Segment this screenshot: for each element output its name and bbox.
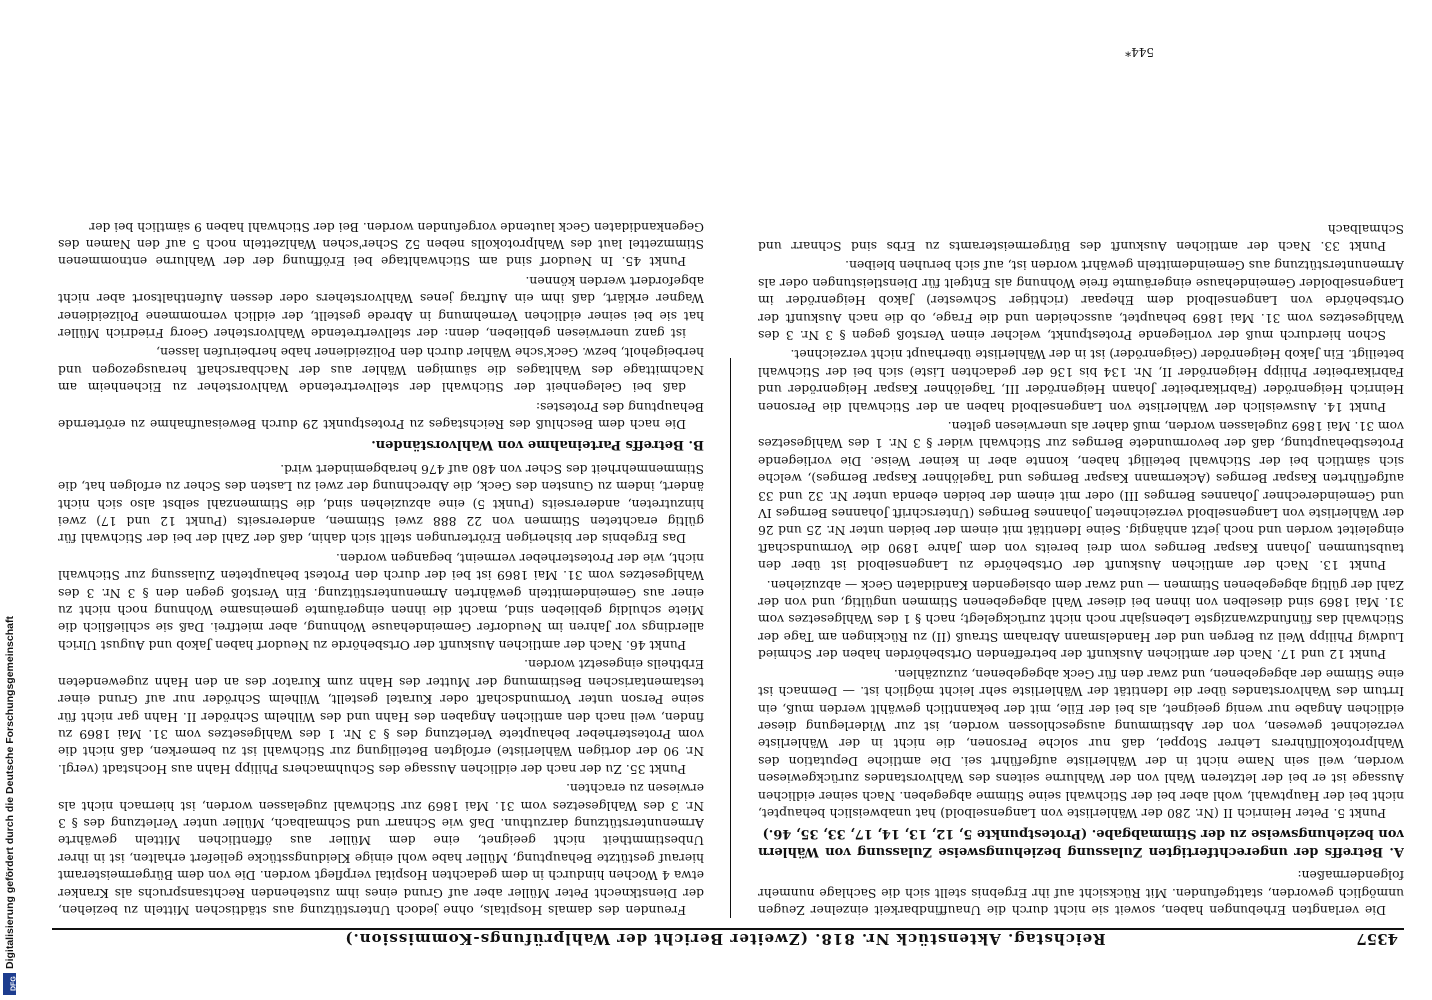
paragraph: Punkt 33. Nach der amtlichen Auskunft des Bürgermeisteramts zu Erbs sind Schnarr und Schmalbach <box>758 221 1404 253</box>
right-column <box>58 38 704 918</box>
paragraph: daß bei Gelegenheit der Stichwahl der stellvertretende Wahlvorsteher zu Eichenheim am Nachmittage des Wahltages die säumigen Wähler aus der Nachbarschaft herausgezogen und herbeigeholt, bezw. Geck'sche Wähler durch den Polizeidiener habe herbeirufen lassen, <box>58 345 704 395</box>
paragraph: Die nach dem Beschluß des Reichstages zu Protestpunkt 29 durch Beweisaufnahme zu erörternde Behauptung des Protestes: <box>58 399 704 432</box>
paragraph: Punkt 45. In Neudorf sind am Stichwahltage bei Eröffnung der der Wahlurne entnommenen Stimmzettel laut des Wahlprotokolls neben 52 Scher'schen Wahlzetteln noch 5 auf den Namen des Gegenkandidaten Geck lautende vorgefunden worden. Bei der Stichwahl haben 9 sämtlich bei der <box>58 219 704 269</box>
column-divider <box>730 358 731 918</box>
paragraph: Schon hierdurch muß der vorliegende Protestpunkt, welcher einen Verstoß gegen § 3 Nr. 3 des Wahlgesetzes vom 31. Mai 1869 behauptet, ausscheiden und die Frage, ob die nach Auskunft der Ortsbehörde von Langenselbold dem Ehepaar (richtiger Schwester) Jakob Heigenröder im Langenselbolder Gemeindehause eingeräumte freie Wohnung als Entgelt für Dienstleistungen oder als Armenunterstützung aus Gemeindemitteln gewährt worden ist, auf sich beruhen bleiben. <box>758 258 1404 342</box>
paragraph: Punkt 14. Ausweislich der Wählerliste von Langenselbold haben an der Stichwahl die Personen Heinrich Heigenröder (Fabrikarbeiter Johann Heigenröder III, Tagelöhner Kaspar Heigenröder und Fabrikarbeiter Philipp Heigenröder II, Nr. 134 bis 136 der gedachten Liste) sich bei der Stichwahl beteiligt. Ein Jakob Heigenröder (Geigenröder) ist in der Wählerliste überhaupt nicht verzeichnet. <box>758 347 1404 414</box>
paragraph: Punkt 46. Nach der amtlichen Auskunft der Ortsbehörde zu Neudorf haben Jakob und August Ulrich allerdings vor Jahren im Neudorfer Gemeindehause Wohnung, aber mietfrei. Daß sie schließlich die Miete schuldig geblieben sind, macht die ihnen eingeräumte gemeinsame Wohnung noch nicht zu einer aus Gemeindemitteln gewährten Armenunterstützung. Ein Verstoß gegen den § 3 Nr. 3 des Wahlgesetzes vom 31. Mai 1869 ist bei der durch den Protest behaupteten Zulassung zur Stichwahl nicht, wie der Protesterheber vermeint, begangen worden. <box>58 550 704 652</box>
paragraph: Punkt 13. Nach der amtlichen Auskunft der Ortsbehörde zu Langenselbold ist über den taubstummen Johann Kaspar Bernges vom drei bereits von dem Jahre 1890 die Vormundschaft eingeleitet worden und noch jetzt anhängig. Seine Identität mit einem der beiden unter Nr. 25 und 26 der Wählerliste von Langenselbold verzeichneten Johannes Bernges (Unterschrift Johannes Bernges IV und Gemeinderechner Johannes Bernges III) oder mit einem der beiden ebenda unter Nr. 32 und 33 aufgeführten Kaspar Bernges (Ackermann Kaspar Bernges und Tagelöhner Kaspar Bernges), welche sich sämtlich bei der Stichwahl beteiligt haben, konnte aber in keiner Weise. Die vorliegende Protestbehauptung, daß der bevormundete Bernges zur Stichwahl wider § 3 Nr. 1 des Wahlgesetzes vom 31. Mai 1869 zugelassen worden, muß daher als unerwiesen gelten. <box>758 419 1404 573</box>
section-heading: A. Betreffs der ungerechtfertigten Zulassung beziehungsweise Zulassung von Wählern von beziehungsweise zu der Stimmabgabe. (Protestpunkte 5, 12, 13, 14, 17, 33, 35, 46.) <box>758 826 1404 859</box>
paragraph: Das Ergebnis der bisherigen Erörterungen stellt sich dahin, daß der Zahl der bei der Stichwahl für gültig erachteten Stimmen von 22 888 zwei Stimmen, andererseits (Punkt 12 und 17) zwei hinzutreten, andererseits (Punkt 5) eine abzuziehen sind, die Stimmenzahl selbst also sich nicht ändert, indem zu Gunsten des Geck, die Abrechnung der zwei zu Lasten des Scher zu erfolgen hat, die Stimmenmehrheit des Scher von 480 auf 476 herabgemindert wird. <box>58 461 704 546</box>
paragraph: Punkt 12 und 17. Nach der amtlichen Auskunft der betreffenden Ortsbehörden haben der Schmied Ludwig Philipp Weil zu Bergen und der Handelsmann Abraham Strauß (II) zu Rückingen am Tage der Stichwahl das fünfundzwanzigste Lebensjahr noch nicht zurückgelegt; nach § 1 des Wahlgesetzes vom 31. Mai 1869 sind dieselben von ihnen bei dieser Wahl abgegebenen Stimmen ungültig, und von der Zahl der gültig abgegebenen Stimmen — und zwar dem obsiegenden Kandidaten Geck — abzuziehen. <box>758 577 1404 662</box>
running-title: Reichstag. Aktenstück Nr. 818. (Zweiter Bericht der Wahlprüfungs-Kommission.) <box>344 930 1106 948</box>
section-heading: B. Betreffs Parteinahme von Wahlvorständen. <box>371 437 704 453</box>
sheet-signature: 544* <box>1125 45 1154 59</box>
paragraph: Punkt 35. Zu der nach der eidlichen Aussage des Schuhmachers Philipp Hahn aus Hochstadt (vergl. Nr. 90 der dortigen Wählerliste) erfolgten Beteiligung zur Stichwahl ist zu bemerken, daß nicht die vom Protesterheber behauptete Verletzung des § 3 Nr. 1 des Wahlgesetzes vom 31. Mai 1869 zu finden, weil nach den amtlichen Angaben des Hahn und des Wilhelm Schröder II. Hahn gar nicht für seine Person unter Vormundschaft oder Kuratel gestellt, Wilhelm Schröder nur auf Grund einer testamentarischen Bestimmung der Mutter des Hahn zum Kurator des an den Hahn zugewendeten Erbtheils eingesetzt worden. <box>58 657 704 776</box>
credit-text: Digitalisierung gefördert durch die Deutsche Forschungsgemeinschaft <box>4 616 16 969</box>
left-column <box>758 38 1404 918</box>
page-number: 4357 <box>1356 930 1398 948</box>
document-page <box>52 24 1404 964</box>
paragraph: ist ganz unerwiesen geblieben, denn: der stellvertretende Wahlvorsteher Georg Friedrich Müller hat sie bei seiner eidlichen Vernehmung in Abrede gestellt, der eidlich vernommene Polizeidiener Wagner erklärt, daß ihm ein Auftrag jenes Wahlvorstehers oder dessen Aufenthaltsort aber nicht abgefordert werden können. <box>58 273 704 340</box>
digitization-credit <box>2 610 18 995</box>
page-header <box>52 928 1404 964</box>
paragraph: Die verlangten Erhebungen haben, soweit sie nicht durch die Unauffindbarkeit einzelner Zeugen unmöglich geworden, stattgefunden. Mit Rücksicht auf ihr Ergebnis stellt sich die Sachlage nunmehr folgendermaßen: <box>758 868 1404 917</box>
paragraph: Freunden des damals Hospitals, ohne jedoch Unterstützung aus städtischen Mitteln zu beziehen, der Dienstknecht Peter Müller aber auf Grund eines ihm zustehenden Rechtsanspruchs als Kranker etwa 4 Wochen hindurch in dem gedachten Hospital verpflegt worden. Die von dem Bürgermeisteramt hierauf gestützte Behauptung, Müller habe wohl einige Kleidungsstücke geliefert erhalten, ist in ihrer Unbestimmtheit nicht geeignet, eine dem Müller aus öffentlichen Mitteln gewährte Armenunterstützung darzuthun. Daß wie Schnarr und Schmalbach, Müller unter Verletzung des § 3 Nr. 3 des Wahlgesetzes vom 31. Mai 1869 zur Stichwahl zugelassen worden, ist hiernach nicht als erwiesen zu erachten. <box>58 781 704 917</box>
paragraph: Punkt 5. Peter Heinrich II (Nr. 280 der Wählerliste von Langenselbold) hat unabweislich behauptet, nicht bei der Hauptwahl, wohl aber bei der Stichwahl seine Stimme abgegeben. Nach seiner eidlichen Aussage ist er bei der letzteren Wahl von der Wahlurne seitens des Wahlvorstandes zurückgewiesen worden, weil sein Name nicht in der Wählerliste aufgeführt sei. Die amtliche Deputation des Wahlprotokollführers Lehrer Stoppel, daß nur solche Personen, die nicht in der Wählerliste verzeichnet gewesen, von der Abstimmung ausgeschlossen worden, ist zur Widerlegung dieser eidlichen Angabe nur wenig geeignet, als bei der Eile, mit der bekanntlich gewählt werden muß, ein Irrtum des Wahlvorstandes über die Identität der Wählerliste sehr leicht möglich ist. — Demnach ist eine Stimme der abgegebenen, und zwar den für Geck abgegebenen, zuzuzählen. <box>758 666 1404 820</box>
dfg-logo: DFG <box>4 973 17 995</box>
